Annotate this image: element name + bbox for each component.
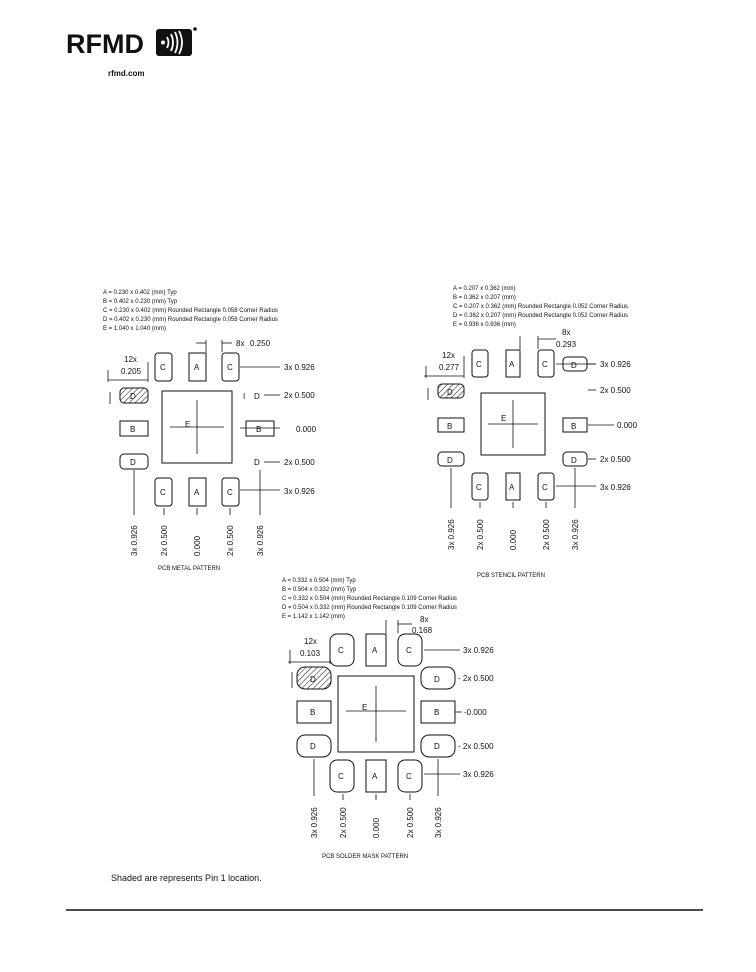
stencil-pitch-count: 8x bbox=[562, 328, 571, 337]
stencil-bottom-dim: 3x 0.926 bbox=[447, 519, 456, 550]
metal-bottom-dim: 3x 0.926 bbox=[256, 525, 265, 556]
mask-corner-value: 0.103 bbox=[300, 649, 321, 658]
metal-note-c: C = 0.230 x 0.402 (mm) Rounded Rectangle 0.058 Corner Radius bbox=[103, 308, 278, 314]
metal-right-dim: 3x 0.926 bbox=[284, 487, 315, 496]
mask-bottom-dim: 3x 0.926 bbox=[310, 807, 319, 838]
metal-pad-label: A bbox=[194, 488, 200, 497]
registered-mark-icon bbox=[193, 27, 197, 31]
stencil-corner-count: 12x bbox=[442, 351, 455, 360]
mask-pad-label: C bbox=[338, 772, 344, 781]
metal-pattern bbox=[103, 290, 317, 572]
metal-pad-label: D bbox=[130, 392, 136, 401]
mask-bottom-dim: 2x 0.500 bbox=[406, 807, 415, 838]
stencil-pattern bbox=[424, 286, 638, 579]
stencil-bottom-dim: 2x 0.500 bbox=[476, 519, 485, 550]
mask-pad-label: B bbox=[310, 708, 316, 717]
mask-pattern bbox=[282, 578, 494, 860]
mask-bottom-dim: 3x 0.926 bbox=[434, 807, 443, 838]
metal-pad-e-label: E bbox=[185, 420, 191, 429]
metal-pad-label: B bbox=[256, 425, 262, 434]
stencil-pad-label: B bbox=[571, 422, 577, 431]
stencil-right-dim: 2x 0.500 bbox=[600, 386, 631, 395]
stencil-pad-e-label: E bbox=[501, 414, 507, 423]
stencil-note-c: C = 0.207 x 0.362 (mm) Rounded Rectangle 0.052 Corner Radius bbox=[453, 304, 628, 310]
mask-note-a: A = 0.332 x 0.504 (mm) Typ bbox=[282, 578, 356, 584]
mask-pad-label: A bbox=[372, 772, 378, 781]
metal-bottom-dim: 2x 0.500 bbox=[160, 525, 169, 556]
metal-note-e: E = 1.040 x 1.040 (mm) bbox=[103, 326, 166, 332]
metal-pad-label: D bbox=[130, 458, 136, 467]
metal-right-dim: 2x 0.500 bbox=[284, 391, 315, 400]
metal-pad-label: A bbox=[194, 363, 200, 372]
metal-corner-count: 12x bbox=[124, 355, 137, 364]
stencil-pad-label: D bbox=[571, 361, 577, 370]
stencil-pitch-value: 0.293 bbox=[556, 340, 577, 349]
stencil-note-d: D = 0.362 x 0.207 (mm) Rounded Rectangle 0.052 Corner Radius bbox=[453, 313, 628, 319]
mask-pad-label: D bbox=[310, 675, 316, 684]
svg-text:I: I bbox=[243, 392, 246, 401]
stencil-corner-value: 0.277 bbox=[439, 363, 460, 372]
metal-note-a: A = 0.230 x 0.402 (mm) Typ bbox=[103, 290, 177, 296]
stencil-bottom-dim: 2x 0.500 bbox=[542, 519, 551, 550]
rfmd-logo bbox=[66, 27, 197, 78]
mask-caption: PCB SOLDER MASK PATTERN bbox=[322, 854, 409, 860]
metal-pad-label: D bbox=[254, 458, 260, 467]
mask-note-b: B = 0.504 x 0.332 (mm) Typ bbox=[282, 587, 357, 593]
stencil-pad-label: A bbox=[509, 360, 515, 369]
metal-caption: PCB METAL PATTERN bbox=[158, 566, 221, 572]
mask-pitch-count: 8x bbox=[420, 615, 429, 624]
mask-pad-label: D bbox=[434, 675, 440, 684]
mask-bottom-dim: 2x 0.500 bbox=[339, 807, 348, 838]
metal-pad-label: C bbox=[160, 488, 166, 497]
metal-bottom-dim: 3x 0.926 bbox=[130, 525, 139, 556]
stencil-note-e: E = 0.936 x 0.936 (mm) bbox=[453, 322, 516, 328]
mask-note-c: C = 0.332 x 0.504 (mm) Rounded Rectangle 0.109 Corner Radius bbox=[282, 596, 457, 602]
stencil-note-b: B = 0.362 x 0.207 (mm) bbox=[453, 295, 516, 301]
stencil-pad-label: C bbox=[476, 360, 482, 369]
stencil-notes bbox=[453, 286, 628, 328]
stencil-pad-label: D bbox=[447, 388, 453, 397]
mask-pad-e-label: E bbox=[362, 703, 368, 712]
stencil-pad-label: D bbox=[447, 456, 453, 465]
mask-pad-label: C bbox=[338, 646, 344, 655]
stencil-bottom-dim: 3x 0.926 bbox=[571, 519, 580, 550]
metal-bottom-dim: 0.000 bbox=[193, 535, 202, 556]
stencil-pad-label: C bbox=[542, 483, 548, 492]
stencil-pad-label: B bbox=[447, 422, 453, 431]
metal-notes bbox=[103, 290, 278, 332]
metal-pad-label: B bbox=[130, 425, 136, 434]
stencil-right-dim: 0.000 bbox=[617, 421, 638, 430]
mask-pad-label: A bbox=[372, 646, 378, 655]
stencil-note-a: A = 0.207 x 0.362 (mm) bbox=[453, 286, 516, 292]
mask-pad-label: D bbox=[434, 742, 440, 751]
stencil-pad-label: D bbox=[571, 456, 577, 465]
metal-note-b: B = 0.402 x 0.230 (mm) Typ bbox=[103, 299, 178, 305]
stencil-right-dim: 3x 0.926 bbox=[600, 360, 631, 369]
logo-text: RFMD bbox=[66, 29, 144, 59]
stencil-caption: PCB STENCIL PATTERN bbox=[477, 573, 545, 579]
mask-right-dim: - 2x 0.500 bbox=[458, 742, 494, 751]
metal-pitch-value: 0.250 bbox=[250, 339, 271, 348]
mask-pad-label: D bbox=[310, 742, 316, 751]
metal-pad-label: C bbox=[227, 488, 233, 497]
metal-bottom-dim: 2x 0.500 bbox=[226, 525, 235, 556]
metal-pad-label: C bbox=[160, 363, 166, 372]
metal-pad-label: D bbox=[254, 392, 260, 401]
website-text: rfmd.com bbox=[108, 69, 145, 78]
mask-bottom-dim: 0.000 bbox=[372, 817, 381, 838]
mask-pitch-value: 0.168 bbox=[412, 626, 433, 635]
stencil-pad-label: A bbox=[509, 483, 515, 492]
mask-pad-label: C bbox=[406, 772, 412, 781]
stencil-pad-label: C bbox=[476, 483, 482, 492]
mask-right-dim: - 2x 0.500 bbox=[458, 674, 494, 683]
metal-corner-value: 0.205 bbox=[121, 367, 142, 376]
metal-right-dim: 2x 0.500 bbox=[284, 458, 315, 467]
metal-pad-label: C bbox=[227, 363, 233, 372]
stencil-right-dim: 2x 0.500 bbox=[600, 455, 631, 464]
stencil-pad-label: C bbox=[542, 360, 548, 369]
mask-right-dim: -0.000 bbox=[464, 708, 487, 717]
mask-notes bbox=[282, 578, 457, 620]
metal-pitch-count: 8x bbox=[236, 339, 245, 348]
mask-note-e: E = 1.142 x 1.142 (mm) bbox=[282, 614, 345, 620]
mask-note-d: D = 0.504 x 0.332 (mm) Rounded Rectangle 0.109 Corner Radius bbox=[282, 605, 457, 611]
mask-pad-label: C bbox=[406, 646, 412, 655]
mask-right-dim: 3x 0.926 bbox=[463, 770, 494, 779]
mask-corner-count: 12x bbox=[304, 637, 317, 646]
metal-note-d: D = 0.402 x 0.230 (mm) Rounded Rectangle 0.058 Corner Radius bbox=[103, 317, 278, 323]
metal-right-dim: 3x 0.926 bbox=[284, 363, 315, 372]
metal-right-dim: 0.000 bbox=[296, 425, 317, 434]
mask-right-dim: 3x 0.926 bbox=[463, 646, 494, 655]
stencil-bottom-dim: 0.000 bbox=[509, 529, 518, 550]
mask-pad-label: B bbox=[434, 708, 440, 717]
footnote: Shaded are represents Pin 1 location. bbox=[111, 873, 262, 883]
stencil-right-dim: 3x 0.926 bbox=[600, 483, 631, 492]
